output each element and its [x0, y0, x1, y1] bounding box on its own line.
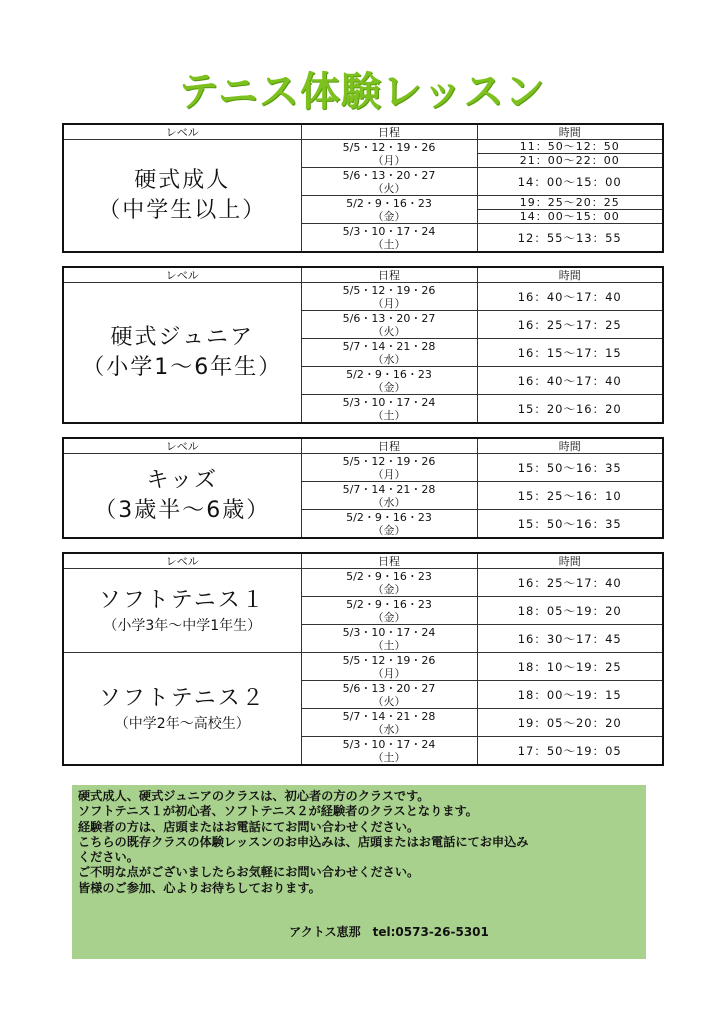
time-cell: 14：00～15：00 — [477, 210, 663, 224]
time-cell: 16：25～17：25 — [477, 311, 663, 339]
date-cell — [301, 283, 477, 311]
header-row — [63, 438, 663, 454]
date-list: 5/7・14・21・28 — [342, 339, 436, 353]
notice-line: ご不明な点がございましたらお気軽にお問い合わせください。 — [78, 865, 420, 880]
level-cell — [63, 653, 301, 766]
level-name: 硬式成人 — [134, 167, 231, 193]
weekday: （水） — [372, 352, 406, 366]
notice-line: ソフトテニス１が初心者、ソフトテニス２が経験者のクラスとなります。 — [78, 804, 478, 819]
date-list: 5/2・9・16・23 — [346, 569, 432, 583]
header-row — [63, 267, 663, 283]
date-list: 5/7・14・21・28 — [342, 709, 436, 723]
time-cell: 15：25～16：10 — [477, 482, 663, 510]
date-cell — [301, 196, 477, 224]
weekday: （金） — [372, 209, 406, 223]
time-cell: 18：10～19：25 — [477, 653, 663, 681]
level-cell — [63, 140, 301, 253]
weekday: （金） — [372, 523, 406, 537]
date-list: 5/5・12・19・26 — [342, 283, 436, 297]
date-list: 5/3・10・17・24 — [342, 737, 436, 751]
header-time: 時間 — [477, 124, 663, 140]
date-cell — [301, 454, 477, 482]
level-cell — [63, 569, 301, 653]
time-cell: 19：05～20：20 — [477, 709, 663, 737]
table-row — [63, 569, 663, 597]
time-cell: 12：55～13：55 — [477, 224, 663, 253]
time-cell: 15：50～16：35 — [477, 454, 663, 482]
date-list: 5/5・12・19・26 — [342, 653, 436, 667]
header-date: 日程 — [301, 553, 477, 569]
table-row — [63, 283, 663, 311]
notice-line: こちらの既存クラスの体験レッスンのお申込みは、店頭またはお電話にてお申込み — [78, 834, 529, 849]
time-cell: 14：00～15：00 — [477, 168, 663, 196]
notice-lines — [78, 789, 640, 896]
level-name: ソフトテニス１ — [98, 587, 266, 613]
weekday: （金） — [372, 582, 406, 596]
header-date: 日程 — [301, 124, 477, 140]
level-cell — [63, 283, 301, 424]
date-cell — [301, 569, 477, 597]
level-age: （小学3年～中学1年生） — [103, 617, 262, 634]
date-list: 5/2・9・16・23 — [346, 510, 432, 524]
date-list: 5/5・12・19・26 — [342, 140, 436, 154]
date-cell — [301, 737, 477, 766]
date-cell — [301, 224, 477, 253]
time-cell: 16：40～17：40 — [477, 283, 663, 311]
table-row — [63, 140, 663, 154]
header-level: レベル — [63, 438, 301, 454]
time-cell: 16：15～17：15 — [477, 339, 663, 367]
date-list: 5/3・10・17・24 — [342, 395, 436, 409]
header-level: レベル — [63, 124, 301, 140]
time-cell: 16：25～17：40 — [477, 569, 663, 597]
date-list: 5/3・10・17・24 — [342, 625, 436, 639]
date-cell — [301, 597, 477, 625]
notice-line: 硬式成人、硬式ジュニアのクラスは、初心者の方のクラスです。 — [78, 789, 430, 803]
table-row — [63, 653, 663, 681]
date-list: 5/2・9・16・23 — [346, 367, 432, 381]
header-date: 日程 — [301, 438, 477, 454]
table-row — [63, 454, 663, 482]
date-cell — [301, 140, 477, 168]
time-cell: 18：05～19：20 — [477, 597, 663, 625]
header-time: 時間 — [477, 267, 663, 283]
date-list: 5/3・10・17・24 — [342, 224, 436, 238]
date-list: 5/2・9・16・23 — [346, 196, 432, 210]
notice-line: 皆様のご参加、心よりお待ちしております。 — [78, 880, 321, 895]
date-cell — [301, 367, 477, 395]
time-cell: 16：40～17：40 — [477, 367, 663, 395]
date-cell — [301, 653, 477, 681]
level-cell — [63, 454, 301, 539]
date-cell — [301, 339, 477, 367]
weekday: （月） — [372, 153, 406, 167]
schedule-table — [62, 123, 664, 253]
schedule-table — [62, 552, 664, 766]
level-name: 硬式ジュニア — [110, 324, 255, 350]
level-age: （3歳半～6歳） — [94, 497, 271, 523]
weekday: （金） — [372, 380, 406, 394]
level-age: （小学1～6年生） — [82, 354, 283, 380]
weekday: （金） — [372, 610, 406, 624]
header-level: レベル — [63, 267, 301, 283]
level-age: （中学生以上） — [98, 197, 267, 223]
level-name: ソフトテニス２ — [98, 685, 266, 711]
date-cell — [301, 681, 477, 709]
weekday: （土） — [372, 638, 406, 652]
date-list: 5/2・9・16・23 — [346, 597, 432, 611]
schedule-table — [62, 437, 664, 539]
weekday: （火） — [372, 324, 406, 338]
weekday: （火） — [372, 694, 406, 708]
date-list: 5/6・13・20・27 — [342, 311, 436, 325]
date-cell — [301, 311, 477, 339]
time-cell: 18：00～19：15 — [477, 681, 663, 709]
time-cell: 16：30～17：45 — [477, 625, 663, 653]
header-date: 日程 — [301, 267, 477, 283]
date-cell — [301, 709, 477, 737]
date-list: 5/5・12・19・26 — [342, 454, 436, 468]
header-time: 時間 — [477, 438, 663, 454]
time-cell: 11：50～12：50 — [477, 140, 663, 154]
level-age: （中学2年～高校生） — [114, 715, 250, 732]
time-cell: 19：25～20：25 — [477, 196, 663, 210]
schedule-table — [62, 266, 664, 424]
date-cell — [301, 482, 477, 510]
page-title: テニス体験レッスン — [178, 69, 546, 115]
time-cell: 15：20～16：20 — [477, 395, 663, 424]
weekday: （月） — [372, 666, 406, 680]
date-list: 5/7・14・21・28 — [342, 482, 436, 496]
weekday: （水） — [372, 495, 406, 509]
header-row — [63, 124, 663, 140]
weekday: （土） — [372, 237, 406, 251]
weekday: （水） — [372, 722, 406, 736]
header-row — [63, 553, 663, 569]
time-cell: 17：50～19：05 — [477, 737, 663, 766]
date-list: 5/6・13・20・27 — [342, 681, 436, 695]
date-list: 5/6・13・20・27 — [342, 168, 436, 182]
date-cell — [301, 168, 477, 196]
time-cell: 21：00～22：00 — [477, 154, 663, 168]
notice-line: ください。 — [78, 850, 139, 865]
weekday: （土） — [372, 408, 406, 422]
weekday: （月） — [372, 467, 406, 481]
header-time: 時間 — [477, 553, 663, 569]
date-cell — [301, 510, 477, 539]
weekday: （土） — [372, 750, 406, 764]
date-cell — [301, 395, 477, 424]
weekday: （月） — [372, 296, 406, 310]
time-cell: 15：50～16：35 — [477, 510, 663, 539]
weekday: （火） — [372, 181, 406, 195]
notice-box — [72, 785, 646, 959]
contact-info: アクトス恵那 tel:0573-26-5301 — [289, 925, 489, 939]
level-name: キッズ — [146, 467, 219, 493]
header-level: レベル — [63, 553, 301, 569]
date-cell — [301, 625, 477, 653]
notice-line: 経験者の方は、店頭またはお電話にてお問い合わせください。 — [78, 819, 420, 834]
